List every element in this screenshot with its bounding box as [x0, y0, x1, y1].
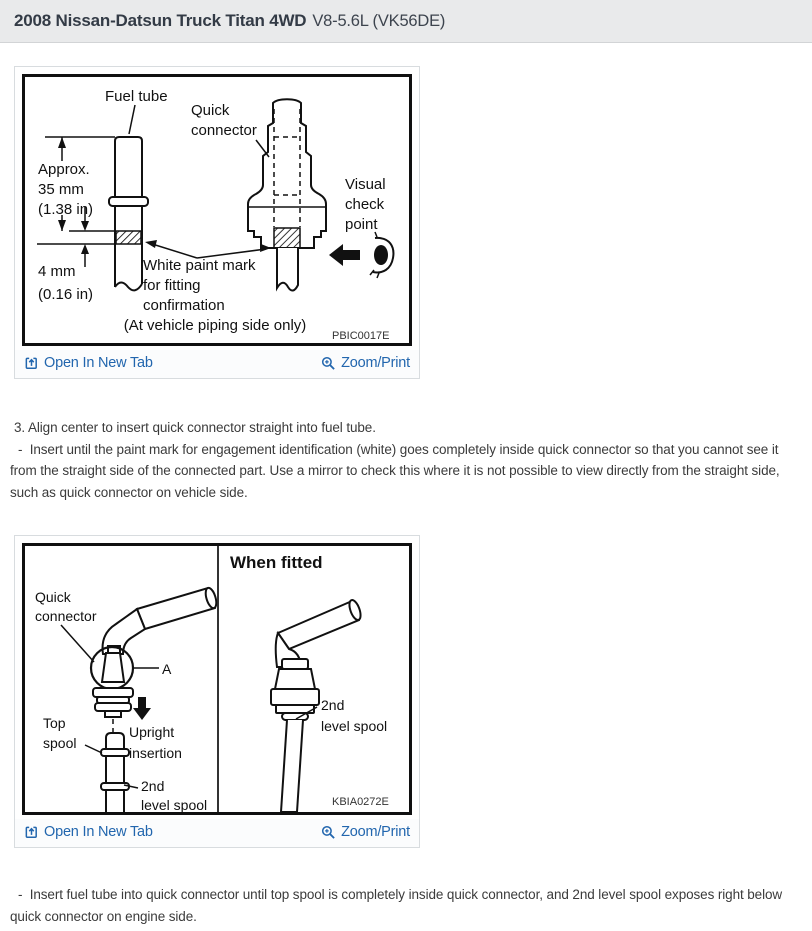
step3-text: 3. Align center to insert quick connector straight into fuel tube. — [14, 420, 376, 435]
figure-card-2 — [14, 535, 420, 848]
figure1-zoom-print-link[interactable] — [321, 355, 410, 371]
left-arrow-icon — [329, 244, 360, 266]
top-spool-label-1: Top — [43, 715, 66, 731]
spool-insertion-diagram — [22, 543, 412, 815]
zoom-print-label: Zoom/Print — [341, 355, 410, 371]
dim-approx-label: Approx. — [38, 161, 90, 178]
dim-138in-label: (1.38 in) — [38, 201, 94, 218]
zoom-print-label: Zoom/Print — [341, 824, 410, 840]
figure1-toolbar — [15, 350, 419, 378]
fig2-quick-label-2: connector — [35, 608, 97, 624]
paint-mark-label-1: White paint mark — [143, 257, 256, 274]
vehicle-title: 2008 Nissan-Datsun Truck Titan 4WD — [14, 11, 307, 30]
vehicle-engine-spec: V8-5.6L (VK56DE) — [312, 11, 446, 30]
zoom-print-icon — [321, 825, 336, 840]
fuel-tube-paint-mark-diagram — [22, 74, 412, 346]
quick-connector-label-2: connector — [191, 122, 257, 139]
zoom-print-icon — [321, 356, 336, 371]
fig2-quick-label-1: Quick — [35, 589, 71, 605]
upright-insertion-label-1: Upright — [129, 724, 175, 740]
figure1-frame — [15, 67, 419, 350]
second-spool-label-1: 2nd — [141, 778, 165, 794]
figure2-open-in-new-tab-link[interactable] — [24, 824, 153, 840]
quick-connector-label-1: Quick — [191, 102, 230, 119]
figure1-code: PBIC0017E — [332, 330, 390, 342]
fitted-spool-label-2: level spool — [321, 718, 388, 734]
step3-detail-text: - Insert until the paint mark for engagement identification (white) goes completely inside quick connector so that you cannot see it from the straight side of the connected part. Use a mirror to check this where it is not possible to view directly from the straight side, such as quick connector on vehicle side. — [10, 441, 784, 500]
fitted-spool-label-1: 2nd — [321, 697, 345, 713]
figure1-open-in-new-tab-link[interactable] — [24, 355, 153, 371]
open-in-new-tab-label: Open In New Tab — [44, 355, 153, 371]
fuel-tube-label: Fuel tube — [105, 88, 168, 105]
paint-mark-label-2: for fitting — [143, 277, 201, 294]
visual-check-label-3: point — [345, 216, 378, 233]
dim-4mm-label: 4 mm — [38, 263, 76, 280]
second-spool-label-2: level spool — [141, 797, 208, 813]
when-fitted-title: When fitted — [230, 553, 323, 572]
upright-insertion-label-2: insertion — [129, 745, 182, 761]
figure2-zoom-print-link[interactable] — [321, 824, 410, 840]
dim-35mm-label: 35 mm — [38, 181, 84, 198]
figure-card-1 — [14, 66, 420, 379]
visual-check-label-2: check — [345, 196, 385, 213]
paint-mark-label-3: confirmation — [143, 297, 225, 314]
figure2-toolbar — [15, 819, 419, 847]
dim-016in-label: (0.16 in) — [38, 286, 94, 303]
eye-icon — [370, 232, 393, 278]
vehicle-header — [0, 0, 812, 43]
quick-connector-drawing — [248, 99, 326, 290]
fitted-panel-drawing — [271, 599, 363, 812]
visual-check-label-1: Visual — [345, 176, 386, 193]
open-in-new-tab-icon — [24, 825, 39, 840]
figure2-frame — [15, 536, 419, 819]
top-spool-label-2: spool — [43, 735, 77, 751]
figure1-caption: (At vehicle piping side only) — [123, 317, 307, 334]
detail-a-label: A — [162, 661, 172, 677]
open-in-new-tab-label: Open In New Tab — [44, 824, 153, 840]
engine-side-note-text: - Insert fuel tube into quick connector until top spool is completely inside quick connector, and 2nd level spool exposes right below quick connector on engine side. — [10, 887, 786, 924]
figure2-code: KBIA0272E — [332, 796, 389, 808]
down-arrow-icon — [133, 697, 151, 720]
open-in-new-tab-icon — [24, 356, 39, 371]
